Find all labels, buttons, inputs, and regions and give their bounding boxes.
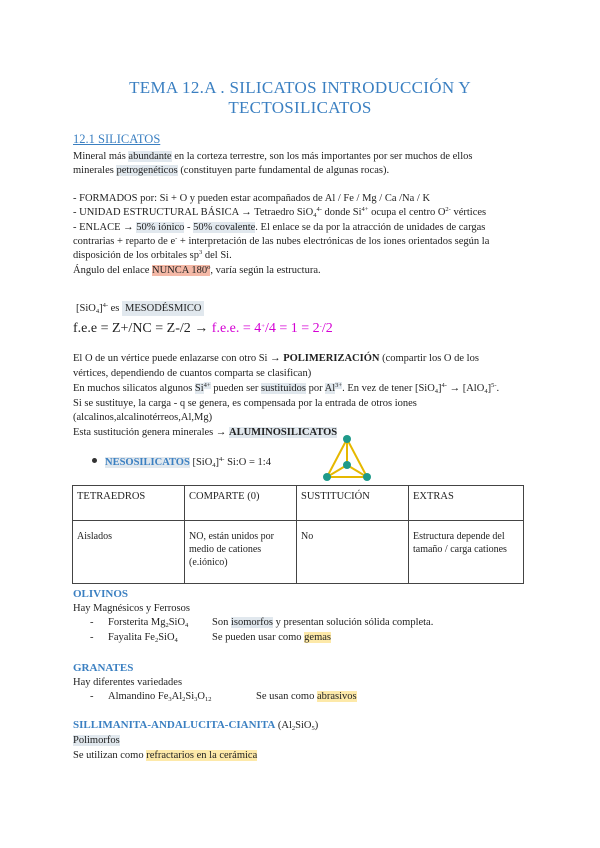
intro-line-2: minerales petrogenéticos (constituyen parte fundamental de algunas rocas). bbox=[73, 165, 390, 176]
granates-heading: GRANATES bbox=[73, 662, 134, 674]
table-header-cell: EXTRAS bbox=[409, 486, 524, 521]
almandino-desc: Se usan como abrasivos bbox=[256, 691, 357, 702]
section-heading-silicatos: 12.1 SILICATOS bbox=[73, 132, 161, 146]
table-cell: Aislados bbox=[73, 521, 185, 584]
nesosilicatos-bullet: NESOSILICATOS $[SiO_4]^{4-}$ Si:O = 1:4 bbox=[92, 456, 271, 470]
table-header-cell: COMPARTE (0) bbox=[185, 486, 297, 521]
granates-line-1: Hay diferentes variedades bbox=[73, 677, 183, 688]
mesodesmico-line: $[SiO_4]^{4-}$ es MESODÉSMICO bbox=[73, 298, 207, 318]
table-row bbox=[73, 521, 524, 584]
olivinos-line-1: Hay Magnésicos y Ferrosos bbox=[73, 603, 190, 614]
fee-formula: f.e.e = Z+/NC = Z-/2 → f.e.e. = 4+/4 = 1 = 2-/2 bbox=[73, 321, 333, 336]
bullet-dot bbox=[92, 458, 97, 463]
formados-line: - FORMADOS por: Si + O y pueden estar acompañados de Al / Fe / Mg / Ca /Na / K bbox=[73, 193, 431, 204]
silli-heading-line: SILLIMANITA-ANDALUCITA-CIANITA $(Al_2SiO_5)$ bbox=[73, 719, 319, 732]
table-cell: NO, están unidos por medio de cationes (e.iónico) bbox=[185, 521, 297, 584]
tetrahedron-icon bbox=[323, 435, 371, 483]
polimorfos-line: Polimorfos bbox=[73, 735, 120, 746]
table-header-row bbox=[73, 486, 524, 521]
fayalita-formula: Fayalita $Fe_2SiO_4$ bbox=[108, 632, 178, 644]
carga-line-1: Si se sustituye, la carga - q se genera, es compensada por la entrada de otros iones bbox=[73, 398, 417, 409]
enlace-line-2: contrarias + reparto de e- + interpretación de las nubes electrónicas de los iones orientados según la bbox=[73, 235, 490, 247]
aluminosilicatos-line: Esta sustitución genera minerales → ALUMINOSILICATOS bbox=[73, 427, 338, 438]
enlace-line-3: disposición de los orbitales $sp^3$ del Si. bbox=[73, 249, 232, 261]
table-header-cell: TETRAEDROS bbox=[73, 486, 185, 521]
polimerizacion-line-2: vértices, dependiendo de cuantos comparta se clasifican) bbox=[73, 368, 312, 379]
angulo-line: Ángulo del enlace NUNCA 180º, varía según la estructura. bbox=[73, 265, 321, 276]
page-title-line-1: TEMA 12.A . SILICATOS INTRODUCCIÓN Y bbox=[129, 78, 471, 97]
table-cell: No bbox=[297, 521, 409, 584]
granates-item-dash: - bbox=[90, 691, 94, 702]
olivinos-heading: OLIVINOS bbox=[73, 588, 129, 600]
enlace-line-1: - ENLACE → 50% iónico - 50% covalente. El enlace se da por la atracción de unidades de cargas bbox=[73, 222, 486, 233]
forsterita-formula: Forsterita $Mg_2SiO_4$ bbox=[108, 617, 189, 629]
fayalita-desc: Se pueden usar como gemas bbox=[212, 632, 331, 643]
almandino-formula: Almandino $Fe_3Al_2Si_3O_{12}$ bbox=[108, 691, 212, 703]
page-title-line-2: TECTOSILICATOS bbox=[228, 98, 372, 117]
olivinos-item-dash: - bbox=[90, 632, 94, 643]
sustitucion-line: En muchos silicatos algunos $Si^{4+}$ pueden ser sustituidos por $Al^{3+}$. En vez de tener $[SiO_4]^{4-} \to [AlO_4]^{5-}$. bbox=[73, 382, 500, 395]
unidad-line: - UNIDAD ESTRUCTURAL BÁSICA → Tetraedro SiO$_4^{4-}$ donde $Si^{4+}$ ocupa el centro $O^{2-}$ vértices bbox=[73, 206, 487, 219]
carga-line-2: (alcalinos,alcalinotérreos,Al,Mg) bbox=[73, 412, 213, 423]
nesosilicatos-table bbox=[72, 485, 524, 584]
refractarios-line: Se utilizan como refractarios en la cerámica bbox=[73, 750, 258, 761]
table-cell: Estructura depende del tamaño / carga cationes bbox=[409, 521, 524, 584]
polimerizacion-line-1: El O de un vértice puede enlazarse con otro Si → POLIMERIZACIÓN (compartir los O de los bbox=[73, 353, 479, 364]
olivinos-item-dash: - bbox=[90, 617, 94, 628]
forsterita-desc: Son isomorfos y presentan solución sólida completa. bbox=[212, 617, 434, 628]
intro-line-1: Mineral más abundante en la corteza terrestre, son los más importantes por ser muchos de ellos bbox=[73, 151, 473, 162]
table-header-cell: SUSTITUCIÓN bbox=[297, 486, 409, 521]
